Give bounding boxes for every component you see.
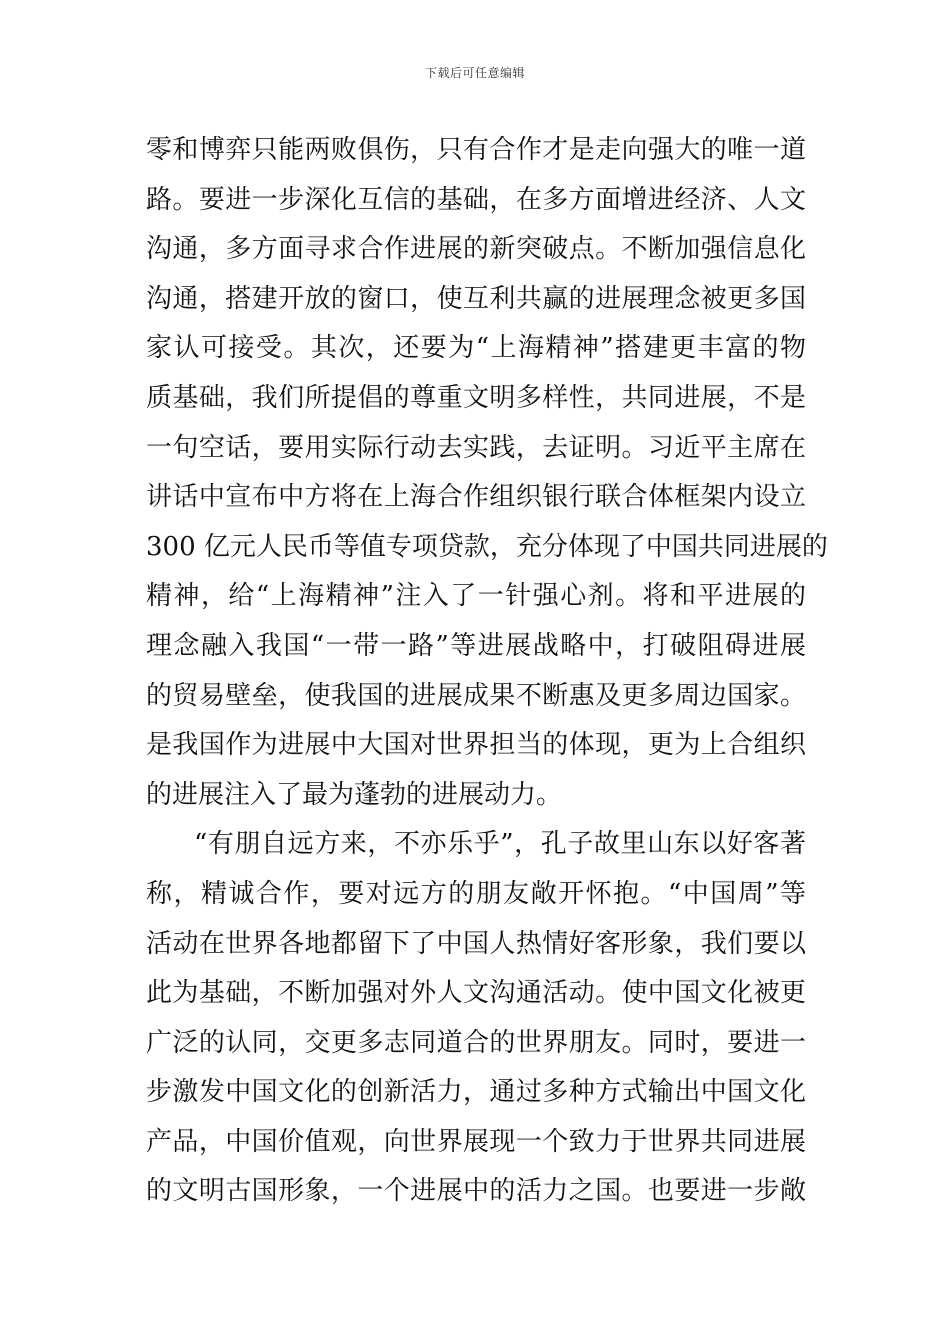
text-line: 零和博弈只能两败俱伤，只有合作才是走向强大的唯一道 xyxy=(146,135,806,165)
text-line: 理念融入我国“一带一路”等进展战略中，打破阻碍进展 xyxy=(146,630,806,661)
text-line: 质基础，我们所提倡的尊重文明多样性，共同进展，不是 xyxy=(146,382,806,413)
text-line: 称，精诚合作，要对远方的朋友敞开怀抱。“中国周”等 xyxy=(146,878,806,909)
text-line: 广泛的认同，交更多志同道合的世界朋友。同时，要进一 xyxy=(146,1027,806,1058)
text-line: “有朋自远方来，不亦乐乎”，孔子故里山东以好客著 xyxy=(194,829,806,860)
text-line: 精神，给“上海精神”注入了一针强心剂。将和平进展的 xyxy=(146,581,806,612)
text-line: 家认可接受。其次，还要为“上海精神”搭建更丰富的物 xyxy=(146,333,806,364)
text-line: 的贸易壁垒，使我国的进展成果不断惠及更多周边国家。 xyxy=(146,680,806,711)
text-line: 的进展注入了最为蓬勃的进展动力。 xyxy=(146,779,563,810)
text-line: 300 亿元人民币等值专项贷款，充分体现了中国共同进展的 xyxy=(146,531,828,562)
document-body xyxy=(146,126,828,1217)
text-line: 活动在世界各地都留下了中国人热情好客形象，我们要以 xyxy=(146,928,806,959)
text-line: 沟通，搭建开放的窗口，使互利共赢的进展理念被更多国 xyxy=(146,283,806,314)
text-line: 一句空话，要用实际行动去实践，去证明。习近平主席在 xyxy=(146,432,806,463)
text-line: 路。要进一步深化互信的基础，在多方面增进经济、人文 xyxy=(146,184,806,215)
text-line: 步激发中国文化的创新活力，通过多种方式输出中国文化 xyxy=(146,1077,806,1108)
text-line: 是我国作为进展中大国对世界担当的体现，更为上合组织 xyxy=(146,730,806,761)
text-line: 讲话中宣布中方将在上海合作组织银行联合体框架内设立 xyxy=(146,482,806,513)
text-line: 沟通，多方面寻求合作进展的新突破点。不断加强信息化 xyxy=(146,234,806,265)
page-header: 下载后可任意编辑 xyxy=(424,66,525,80)
paragraph-1 xyxy=(146,126,828,820)
text-line: 的文明古国形象，一个进展中的活力之国。也要进一步敞 xyxy=(146,1176,806,1207)
text-line: 此为基础，不断加强对外人文沟通活动。使中国文化被更 xyxy=(146,978,806,1009)
paragraph-2 xyxy=(146,820,806,1217)
text-line: 产品，中国价值观，向世界展现一个致力于世界共同进展 xyxy=(146,1126,806,1157)
